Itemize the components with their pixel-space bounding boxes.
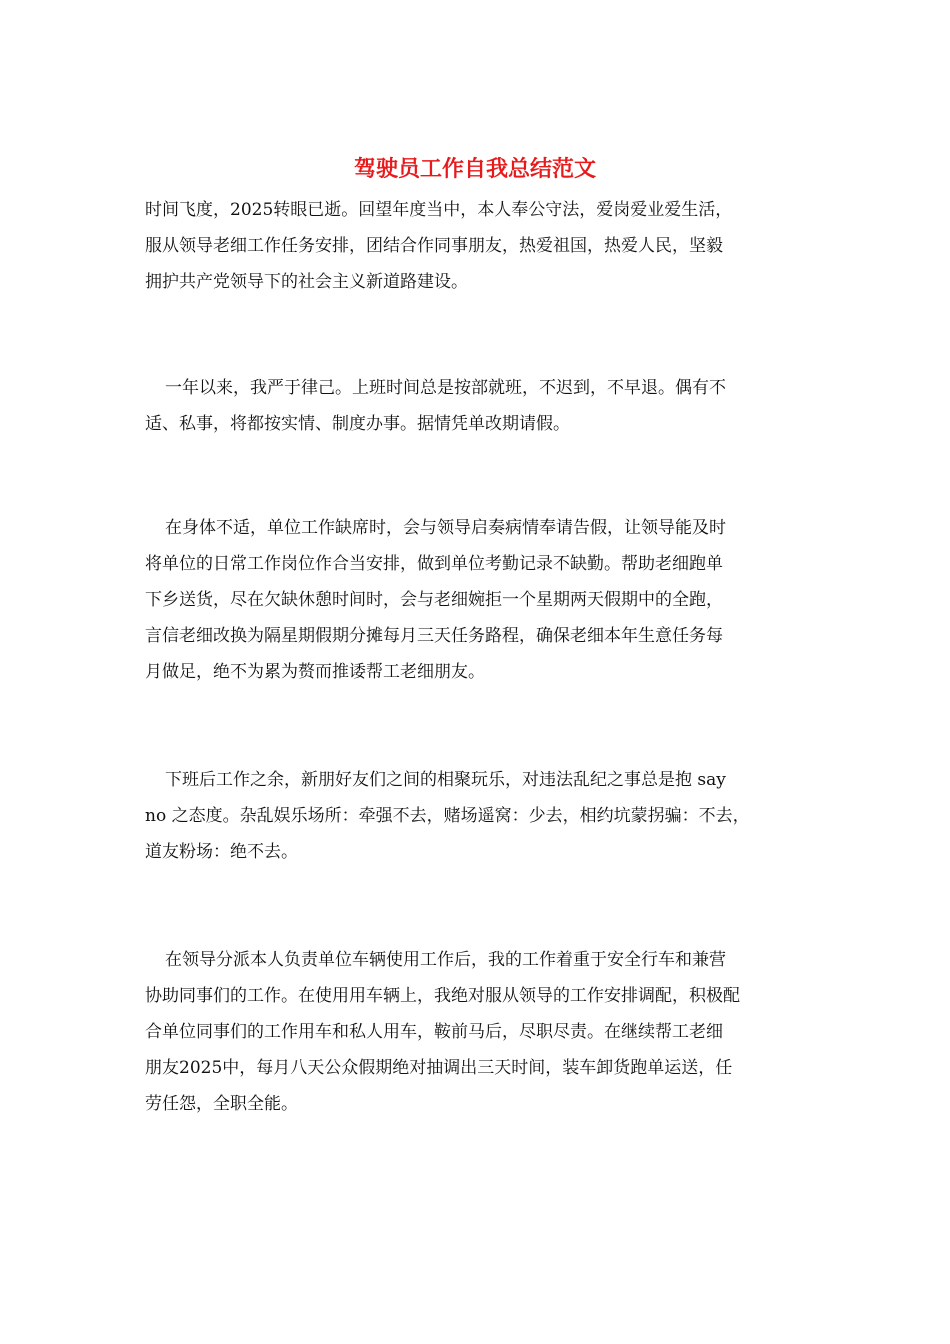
paragraph-line: 道友粉场：绝不去。 [145, 842, 298, 862]
paragraph-line: 适、私事，将都按实情、制度办事。据情凭单改期请假。 [145, 414, 570, 434]
paragraph-line: 一年以来，我严于律己。上班时间总是按部就班，不迟到，不早退。偶有不 [165, 378, 726, 398]
paragraph-line: 下乡送货，尽在欠缺休憩时间时，会与老细婉拒一个星期两天假期中的全跑， [145, 590, 723, 610]
paragraph-line: 劳任怨，全职全能。 [145, 1094, 298, 1114]
paragraph-line: 拥护共产党领导下的社会主义新道路建设。 [145, 272, 468, 292]
paragraph-line: 下班后工作之余，新朋好友们之间的相聚玩乐，对违法乱纪之事总是抱 say [165, 770, 726, 790]
paragraph-line: no 之态度。杂乱娱乐场所：牵强不去，赌场遥窝：少去，相约坑蒙拐骗：不去， [145, 806, 750, 826]
paragraph-3 [145, 510, 810, 690]
paragraph-line: 协助同事们的工作。在使用用车辆上，我绝对服从领导的工作安排调配，积极配 [145, 986, 740, 1006]
paragraph-line: 朋友2025中，每月八天公众假期绝对抽调出三天时间，装车卸货跑单运送，任 [145, 1058, 733, 1078]
paragraph-line: 言信老细改换为隔星期假期分摊每月三天任务路程，确保老细本年生意任务每 [145, 626, 723, 646]
paragraph-5 [145, 942, 810, 1122]
paragraph-line: 服从领导老细工作任务安排，团结合作同事朋友，热爱祖国，热爱人民，坚毅 [145, 236, 723, 256]
paragraph-line: 在领导分派本人负责单位车辆使用工作后，我的工作着重于安全行车和兼营 [165, 950, 726, 970]
paragraph-line: 月做足，绝不为累为赘而推诿帮工老细朋友。 [145, 662, 485, 682]
paragraph-line: 合单位同事们的工作用车和私人用车，鞍前马后，尽职尽责。在继续帮工老细 [145, 1022, 723, 1042]
paragraph-line: 在身体不适，单位工作缺席时，会与领导启奏病情奉请告假，让领导能及时 [165, 518, 726, 538]
paragraph-line: 将单位的日常工作岗位作合当安排，做到单位考勤记录不缺勤。帮助老细跑单 [145, 554, 723, 574]
paragraph-line: 时间飞度，2025转眼已逝。回望年度当中，本人奉公守法，爱岗爱业爱生活， [145, 200, 733, 220]
document-title: 驾驶员工作自我总结范文 [353, 156, 596, 182]
paragraph-4 [145, 762, 810, 870]
paragraph-2 [145, 370, 810, 442]
paragraph-1 [145, 192, 810, 300]
